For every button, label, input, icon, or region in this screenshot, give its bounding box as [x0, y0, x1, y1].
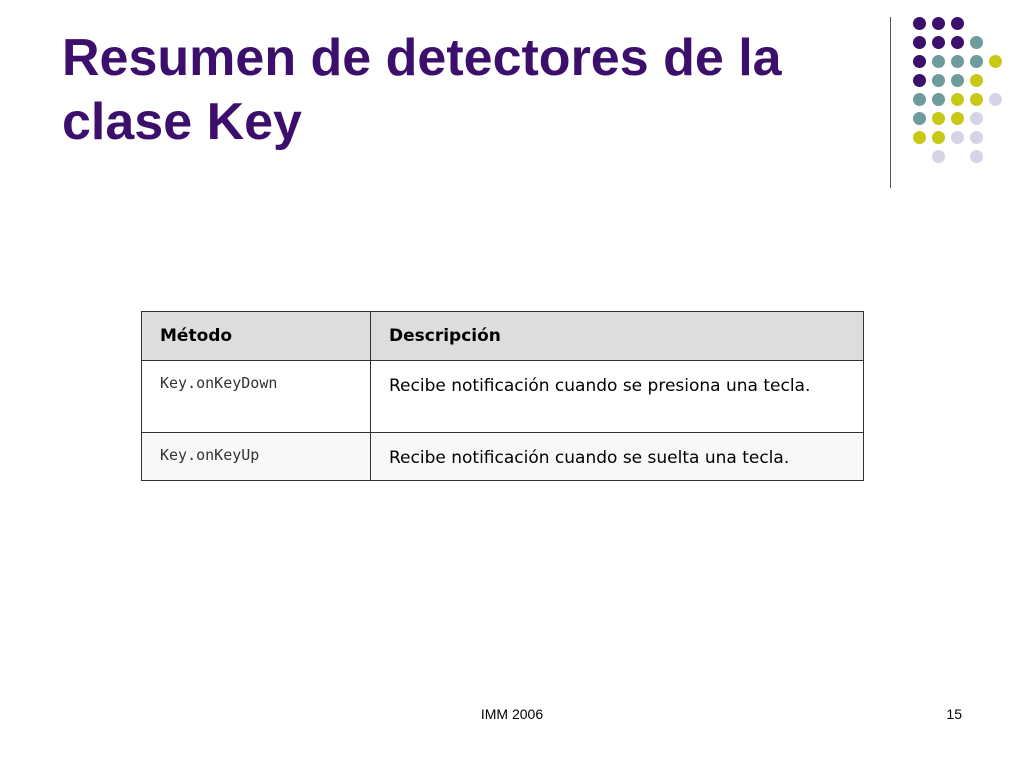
slide-title-line-1: Resumen de detectores de la	[62, 29, 782, 87]
decorative-dot	[951, 93, 964, 106]
decorative-dot	[970, 74, 983, 87]
header-description: Descripción	[371, 312, 864, 361]
decorative-dot	[970, 36, 983, 49]
decorative-vertical-rule	[890, 17, 891, 188]
decorative-dot	[970, 55, 983, 68]
decorative-dot	[970, 150, 983, 163]
decorative-dot	[932, 36, 945, 49]
decorative-dot	[951, 17, 964, 30]
table-row	[142, 361, 864, 433]
decorative-dot	[913, 55, 926, 68]
decorative-dot	[951, 74, 964, 87]
header-method: Método	[142, 312, 371, 361]
slide-title-line-2: clase Key	[62, 93, 302, 151]
decorative-dot	[951, 55, 964, 68]
decorative-dot	[913, 17, 926, 30]
decorative-dot	[932, 150, 945, 163]
decorative-dot	[970, 112, 983, 125]
decorative-dot	[913, 131, 926, 144]
decorative-dot	[932, 17, 945, 30]
decorative-dot	[932, 55, 945, 68]
decorative-dot	[932, 74, 945, 87]
description-cell: Recibe notificación cuando se suelta una tecla.	[371, 433, 864, 481]
method-cell: Key.onKeyUp	[142, 433, 371, 481]
decorative-dot	[989, 93, 1002, 106]
decorative-dot	[932, 131, 945, 144]
slide-title	[62, 26, 862, 154]
method-cell: Key.onKeyDown	[142, 361, 371, 433]
decorative-dot	[970, 93, 983, 106]
page-number: 15	[946, 706, 962, 722]
decorative-dot	[951, 131, 964, 144]
description-cell: Recibe notificación cuando se presiona una tecla.	[371, 361, 864, 433]
decorative-dot	[970, 131, 983, 144]
decorative-dot	[913, 74, 926, 87]
footer-text: IMM 2006	[480, 706, 544, 722]
table-header-row	[142, 312, 864, 361]
decorative-dot	[951, 36, 964, 49]
key-listeners-table	[141, 311, 864, 481]
decorative-dot	[913, 36, 926, 49]
decorative-dot	[989, 55, 1002, 68]
decorative-dot	[951, 112, 964, 125]
decorative-dot	[932, 93, 945, 106]
decorative-dot	[913, 112, 926, 125]
table-row	[142, 433, 864, 481]
decorative-dot	[932, 112, 945, 125]
decorative-dot	[913, 93, 926, 106]
